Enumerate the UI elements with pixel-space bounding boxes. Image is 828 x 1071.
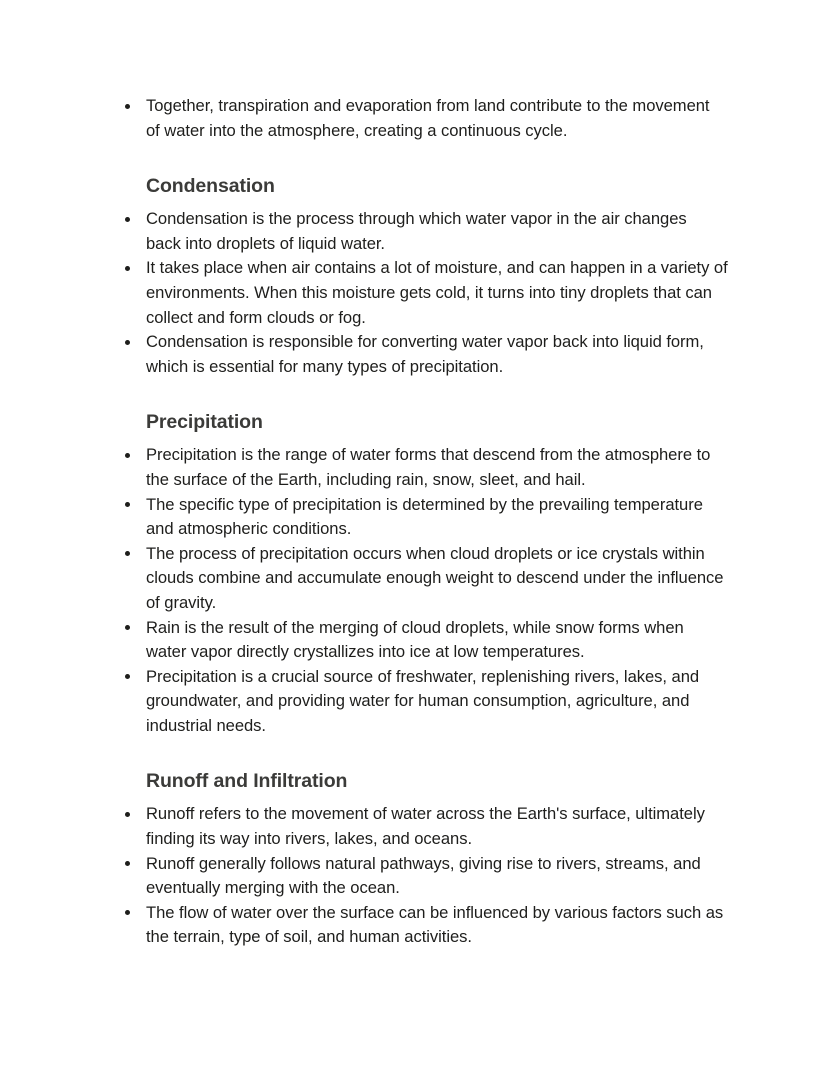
bullet-list	[124, 802, 734, 950]
list-item	[124, 616, 734, 665]
section-spacer	[124, 738, 734, 768]
bullet-list	[124, 207, 734, 379]
list-item-text: Together, transpiration and evaporation from land contribute to the movement of water into the atmosphere, creating a continuous cycle.	[146, 96, 710, 140]
list-item-text: Precipitation is a crucial source of freshwater, replenishing rivers, lakes, and groundwater, and providing water for human consumption, agriculture, and industrial needs.	[146, 666, 700, 735]
list-item	[124, 542, 734, 616]
list-item	[124, 207, 734, 256]
list-item	[124, 901, 734, 950]
heading-spacer	[124, 794, 734, 802]
section-intro-continued	[124, 94, 734, 143]
list-item-text: The flow of water over the surface can be influenced by various factors such as the terrain, type of soil, and human activities.	[146, 902, 724, 947]
section-condensation	[124, 173, 734, 379]
list-item	[124, 852, 734, 901]
bullet-list	[124, 94, 734, 143]
section-heading-condensation: Condensation	[146, 175, 275, 198]
list-item	[124, 256, 734, 330]
section-spacer	[124, 379, 734, 409]
list-item-text: Runoff generally follows natural pathways, giving rise to rivers, streams, and eventually merging with the ocean.	[146, 853, 701, 898]
list-item-text: Precipitation is the range of water forms that descend from the atmosphere to the surface of the Earth, including rain, snow, sleet, and hail.	[146, 445, 711, 489]
list-item-text: Condensation is responsible for converting water vapor back into liquid form, which is essential for many types of precipitation.	[146, 332, 704, 376]
list-item-text: The process of precipitation occurs when cloud droplets or ice crystals within clouds combine and accumulate enough weight to descend under the influence of gravity.	[146, 543, 724, 612]
list-item	[124, 330, 734, 379]
list-item	[124, 94, 734, 143]
heading-spacer	[124, 199, 734, 207]
list-item-text: Condensation is the process through which water vapor in the air changes back into droplets of liquid water.	[146, 209, 687, 253]
section-runoff-and-infiltration	[124, 768, 734, 950]
bullet-list	[124, 443, 734, 738]
list-item	[124, 802, 734, 851]
list-item-text: Rain is the result of the merging of cloud droplets, while snow forms when water vapor directly crystallizes into ice at low temperatures.	[146, 617, 684, 662]
list-item	[124, 443, 734, 492]
section-heading-precipitation: Precipitation	[146, 411, 263, 434]
list-item-text: The specific type of precipitation is determined by the prevailing temperature and atmospheric conditions.	[146, 494, 703, 539]
section-spacer	[124, 143, 734, 173]
list-item-text: Runoff refers to the movement of water across the Earth's surface, ultimately finding its way into rivers, lakes, and oceans.	[146, 804, 705, 849]
list-item	[124, 493, 734, 542]
section-heading-runoff-and-infiltration: Runoff and Infiltration	[146, 770, 348, 793]
list-item	[124, 665, 734, 739]
heading-spacer	[124, 435, 734, 443]
document-body	[124, 94, 734, 950]
list-item-text: It takes place when air contains a lot of moisture, and can happen in a variety of environments. When this moisture gets cold, it turns into tiny droplets that can collect and form clouds or fog.	[146, 258, 728, 327]
section-precipitation	[124, 409, 734, 738]
